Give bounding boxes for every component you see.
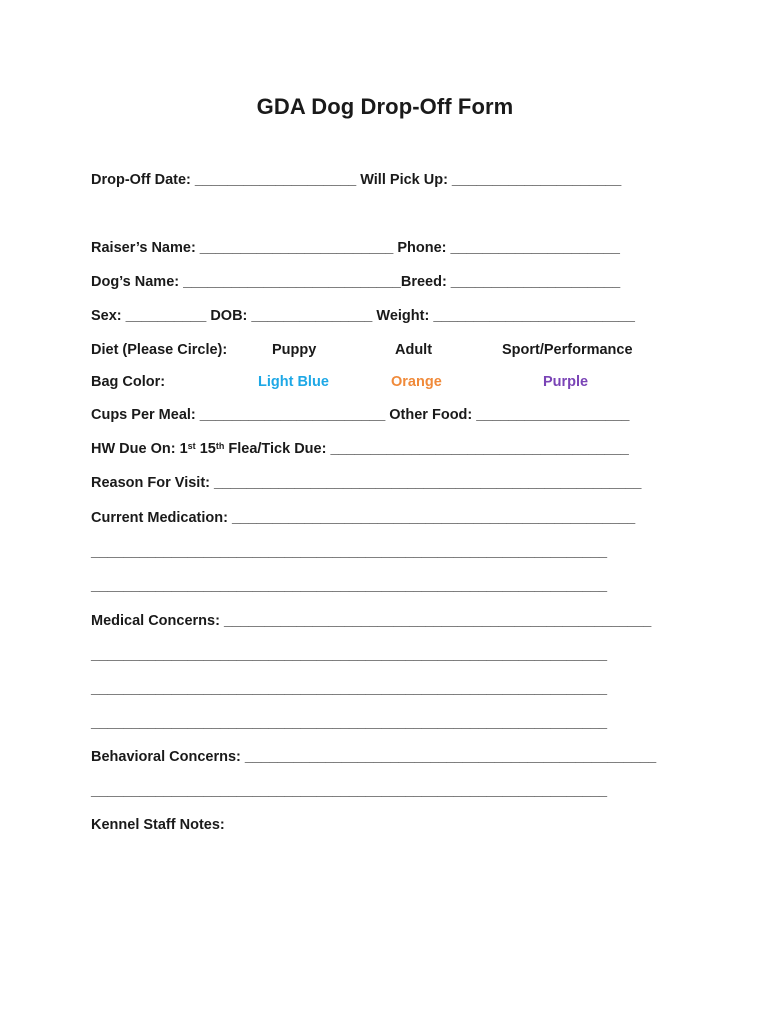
raiser-row: [91, 238, 681, 258]
bag-label: Bag Color:: [91, 374, 166, 390]
raiser-phone-line[interactable]: Raiser’s Name: ________________________ Phone: _____________________: [91, 240, 620, 256]
medical-blank-2: [91, 679, 681, 699]
bag-row: [91, 372, 681, 392]
blank-line[interactable]: ________________________________________________________________: [91, 544, 608, 560]
behavioral-line[interactable]: Behavioral Concerns: ___________________________________________________: [91, 749, 657, 765]
cups-row: [91, 405, 681, 425]
bag-option-light-blue[interactable]: Light Blue: [258, 374, 329, 390]
diet-option-sport[interactable]: Sport/Performance: [502, 342, 633, 358]
blank-line[interactable]: ________________________________________________________________: [91, 783, 608, 799]
blank-line[interactable]: ________________________________________________________________: [91, 578, 608, 594]
medication-row: [91, 508, 681, 528]
hw-sup-th: th: [215, 441, 225, 451]
kennel-notes-label: Kennel Staff Notes:: [91, 817, 225, 833]
reason-row: [91, 473, 681, 493]
blank-line[interactable]: ________________________________________________________________: [91, 681, 608, 697]
behavioral-row: [91, 747, 681, 767]
medical-line[interactable]: Medical Concerns: _____________________________________________________: [91, 613, 652, 629]
sex-dob-weight-line[interactable]: Sex: __________ DOB: _______________ Weight: _________________________: [91, 308, 635, 324]
dropoff-row: [91, 170, 681, 190]
medical-row: [91, 611, 681, 631]
medication-blank-1: [91, 542, 681, 562]
medical-blank-1: [91, 645, 681, 665]
dog-breed-line[interactable]: Dog’s Name: ___________________________Breed: _____________________: [91, 274, 621, 290]
bag-option-purple[interactable]: Purple: [543, 374, 589, 390]
medication-blank-2: [91, 576, 681, 596]
behavioral-blank-1: [91, 781, 681, 801]
reason-line[interactable]: Reason For Visit: _____________________________________________________: [91, 475, 642, 491]
hw-sup-st: st: [187, 441, 196, 451]
diet-option-puppy[interactable]: Puppy: [272, 342, 317, 358]
hw-row: [91, 439, 681, 459]
hw-mid: 15: [195, 441, 216, 457]
dropoff-pickup-line[interactable]: Drop-Off Date: ____________________ Will Pick Up: _____________________: [91, 172, 622, 188]
diet-row: [91, 340, 681, 360]
diet-label: Diet (Please Circle):: [91, 342, 228, 358]
bag-option-orange[interactable]: Orange: [391, 374, 442, 390]
cups-other-food-line[interactable]: Cups Per Meal: _______________________ Other Food: ___________________: [91, 407, 630, 423]
form-title: GDA Dog Drop-Off Form: [256, 94, 514, 119]
sex-row: [91, 306, 681, 326]
medication-line[interactable]: Current Medication: __________________________________________________: [91, 510, 636, 526]
hw-label: HW Due On: 1: [91, 441, 188, 457]
blank-line[interactable]: ________________________________________________________________: [91, 715, 608, 731]
diet-option-adult[interactable]: Adult: [395, 342, 433, 358]
flea-tick-line[interactable]: Flea/Tick Due: _____________________________________: [224, 441, 629, 457]
medical-blank-3: [91, 713, 681, 733]
dog-row: [91, 272, 681, 292]
kennel-row: [91, 815, 681, 835]
blank-line[interactable]: ________________________________________________________________: [91, 647, 608, 663]
